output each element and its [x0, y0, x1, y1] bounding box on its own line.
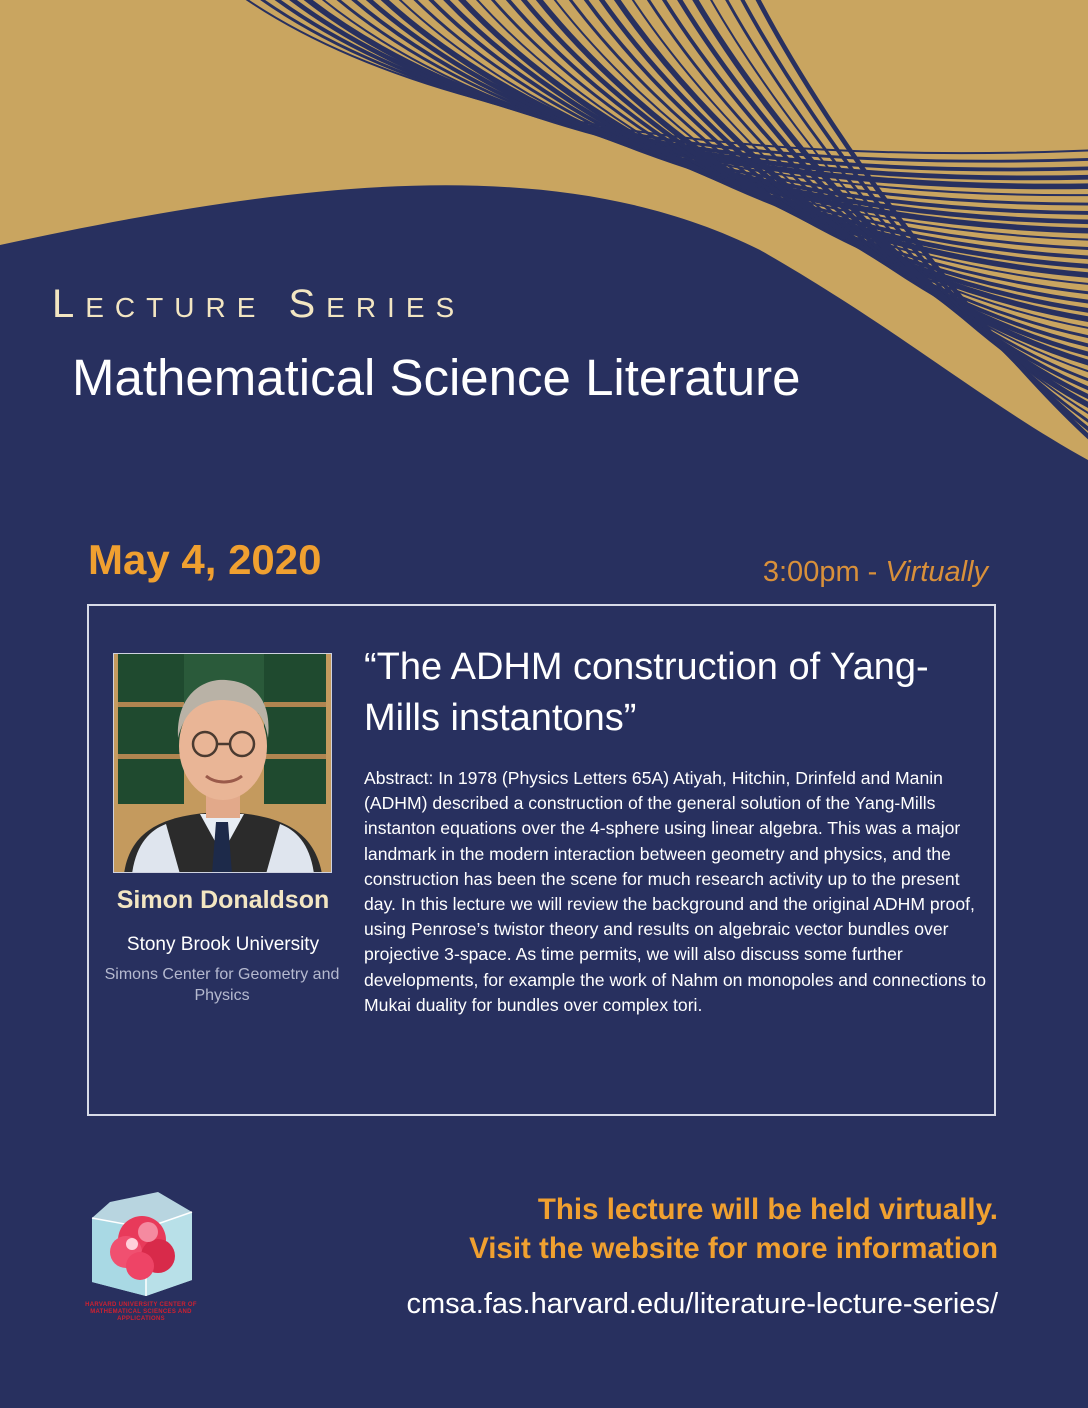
virtual-notice-line1: This lecture will be held virtually. — [537, 1193, 998, 1226]
speaker-affiliation: Stony Brook University — [126, 934, 320, 955]
event-time-text: 3:00pm - — [762, 556, 886, 588]
speaker-name: Simon Donaldson — [116, 886, 330, 914]
virtual-notice — [469, 1190, 998, 1268]
talk-abstract: Abstract: In 1978 (Physics Letters 65A) Atiyah, Hitchin, Drinfeld and Manin (ADHM) described a construction of the general solution of the Yang-Mills instanton equations over the 4-sphere using linear algebra. This was a major landmark in the modern interaction between geometry and physics, and the construction has been the scene for much research activity up to the present day. In this lecture we will review the background and the original ADHM proof, using Penrose’s twistor theory and results on algebraic vector bundles over projective 3-space. As time permits, we will also discuss some further developments, for example the work of Nahm on monopoles and connections to Mukai duality for bundles over complex tori. — [364, 768, 987, 1015]
gold-wave-decoration — [0, 0, 1088, 480]
event-date: May 4, 2020 — [88, 536, 322, 583]
cmsa-logo-text: HARVARD UNIVERSITY CENTER OF MATHEMATICAL SCIENCES AND APPLICATIONS — [85, 1302, 197, 1322]
website-link[interactable]: cmsa.fas.harvard.edu/literature-lecture-series/ — [406, 1288, 998, 1320]
lecture-series-label: Lecture Series — [52, 282, 466, 326]
event-time — [763, 556, 988, 589]
event-mode: Virtually — [885, 556, 988, 588]
talk-title: “The ADHM construction of Yang-Mills instantons” — [364, 646, 929, 739]
speaker-photo — [113, 653, 332, 873]
speaker-secondary-affiliation: Simons Center for Geometry and Physics — [104, 966, 340, 1004]
speaker-portrait-image — [114, 654, 332, 873]
series-title: Mathematical Science Literature — [72, 349, 801, 406]
virtual-notice-line2: Visit the website for more information — [469, 1232, 998, 1265]
